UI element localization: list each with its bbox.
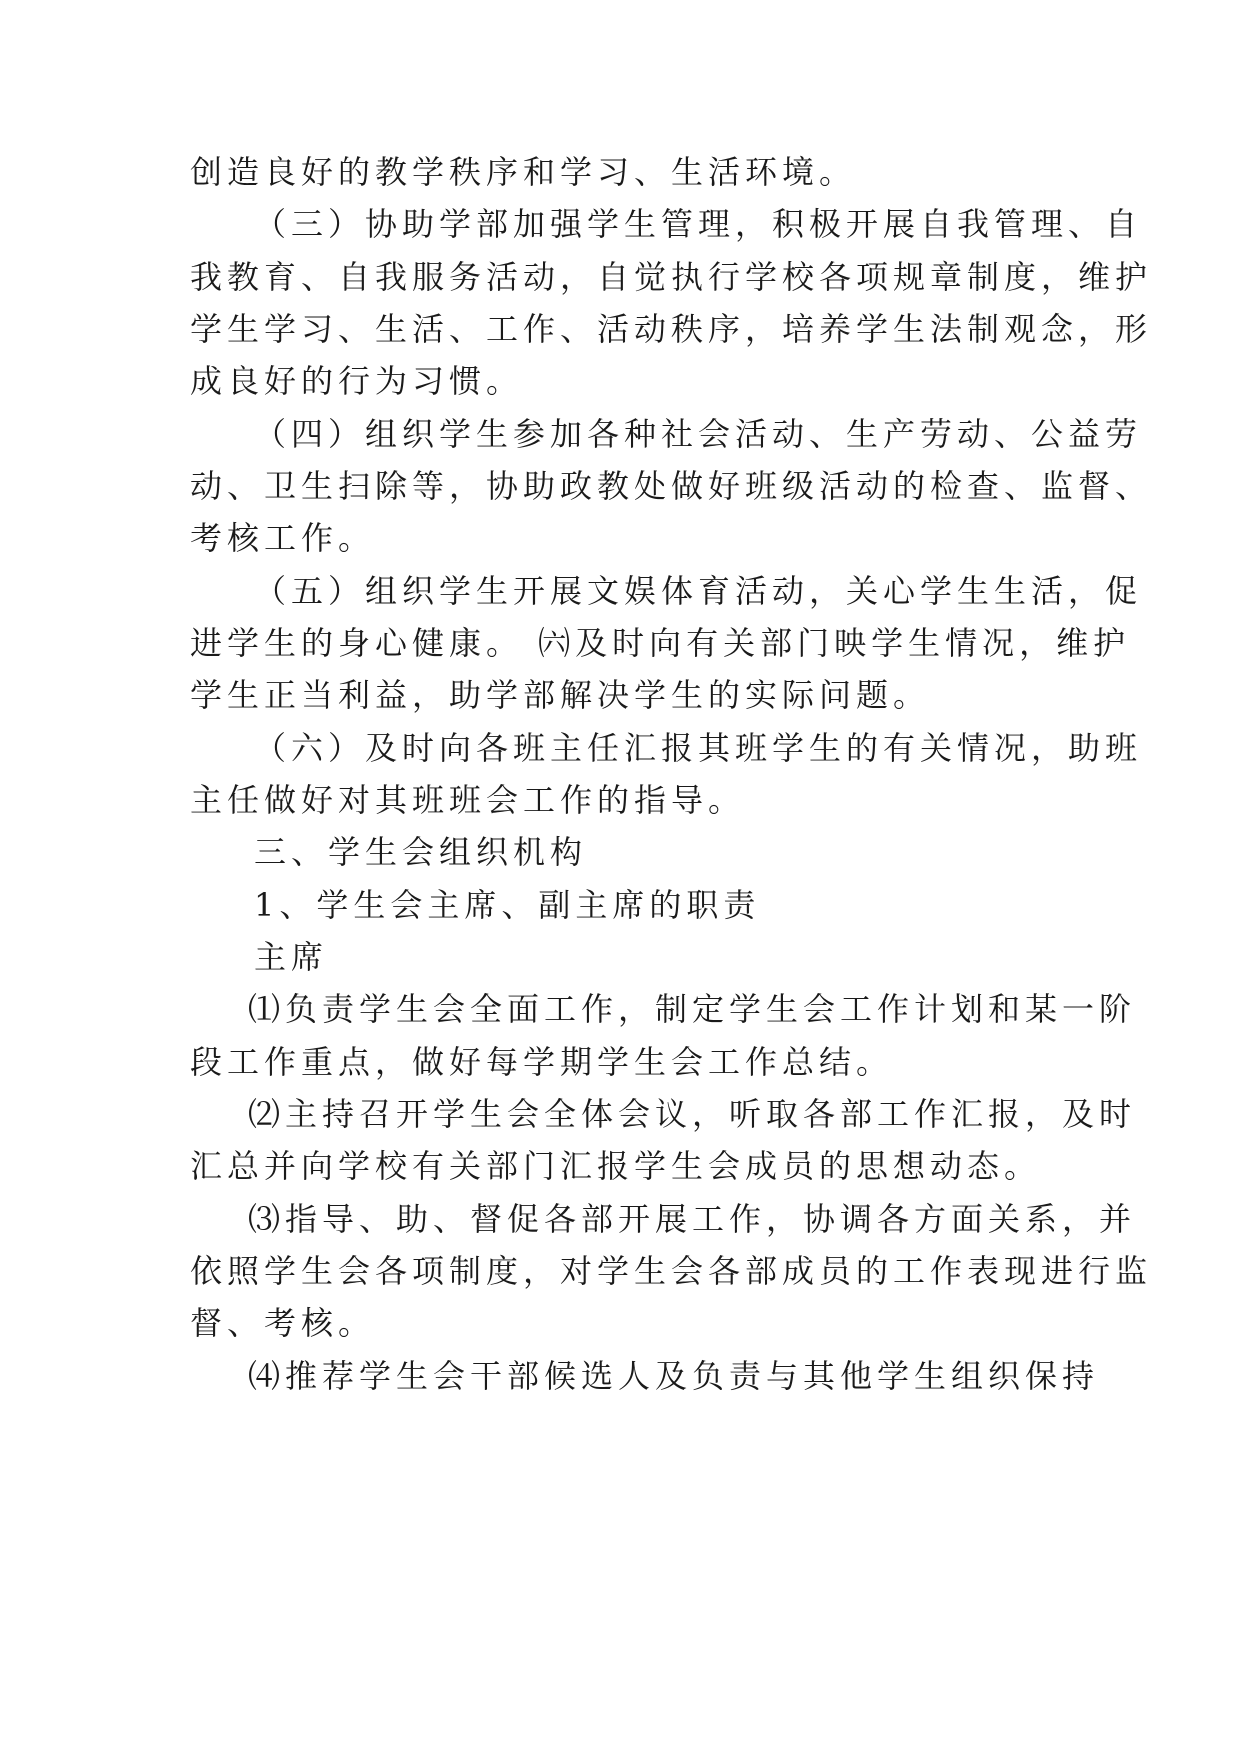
- text-line: （六）及时向各班主任汇报其班学生的有关情况，助班: [254, 729, 1143, 767]
- text-line: 动、卫生扫除等，协助政教处做好班级活动的检查、监督、: [190, 467, 1153, 505]
- text-line: 创造良好的教学秩序和学习、生活环境。: [190, 153, 857, 191]
- text-line: 汇总并向学校有关部门汇报学生会成员的思想动态。: [190, 1147, 1042, 1185]
- text-line: ⑷推荐学生会干部候选人及负责与其他学生组织保持: [248, 1357, 1100, 1395]
- text-line: 主任做好对其班班会工作的指导。: [190, 781, 746, 819]
- text-line: （三）协助学部加强学生管理，积极开展自我管理、自: [254, 205, 1143, 243]
- text-line: 学生正当利益，助学部解决学生的实际问题。: [190, 676, 931, 714]
- text-line: ⑶指导、助、督促各部开展工作，协调各方面关系，并: [248, 1200, 1137, 1238]
- section-heading: 三、学生会组织机构: [254, 833, 588, 871]
- text-line: ⑴负责学生会全面工作，制定学生会工作计划和某一阶: [248, 990, 1137, 1028]
- text-line: 学生学习、生活、工作、活动秩序，培养学生法制观念，形: [190, 310, 1153, 348]
- text-line: ⑵主持召开学生会全体会议，听取各部工作汇报，及时: [248, 1095, 1137, 1133]
- text-line: 进学生的身心健康。 ㈥及时向有关部门映学生情况，维护: [190, 624, 1131, 662]
- text-line: 成良好的行为习惯。: [190, 362, 524, 400]
- text-line: 我教育、自我服务活动，自觉执行学校各项规章制度，维护: [190, 258, 1153, 296]
- text-line: （五）组织学生开展文娱体育活动，关心学生生活，促: [254, 572, 1143, 610]
- role-heading: 主席: [254, 938, 329, 976]
- text-line: 考核工作。: [190, 519, 376, 557]
- text-line: 督、考核。: [190, 1304, 376, 1342]
- text-line: 依照学生会各项制度，对学生会各部成员的工作表现进行监: [190, 1252, 1153, 1290]
- text-line: 段工作重点，做好每学期学生会工作总结。: [190, 1043, 894, 1081]
- text-line: （四）组织学生参加各种社会活动、生产劳动、公益劳: [254, 415, 1143, 453]
- subsection-heading: 1、学生会主席、副主席的职责: [254, 886, 761, 924]
